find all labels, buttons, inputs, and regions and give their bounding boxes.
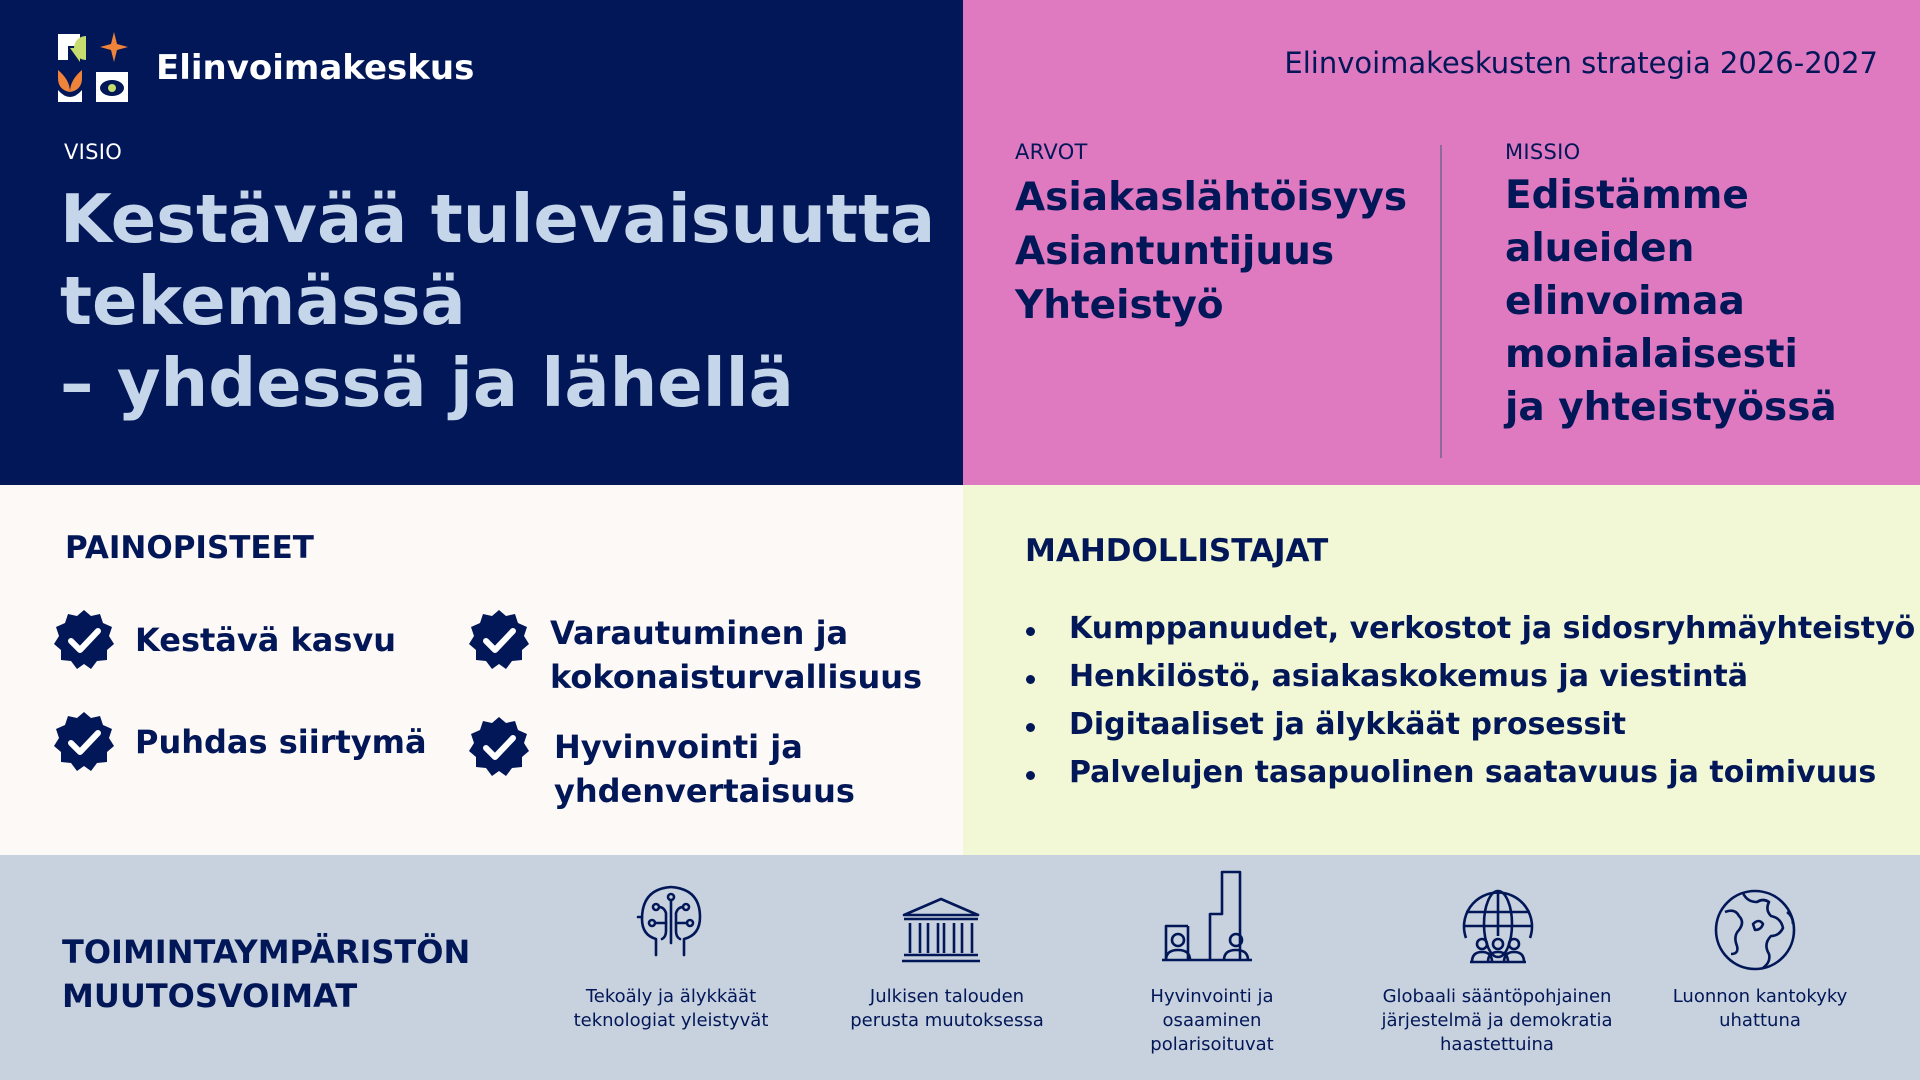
mission-line: Edistämme [1505, 173, 1749, 218]
force-caption-line: teknologiat yleistyvät [573, 1010, 769, 1031]
mission-line: monialaisesti [1505, 332, 1798, 377]
enabler-item: Henkilöstö, asiakaskokemus ja viestintä [1069, 659, 1749, 694]
value-item: Yhteistyö [1015, 283, 1224, 328]
public-building-icon [900, 897, 982, 963]
check-badge-icon [467, 608, 531, 672]
value-item: Asiantuntijuus [1015, 229, 1335, 274]
enablers-panel [963, 485, 1920, 855]
force-caption-line: perusta muutoksessa [850, 1010, 1044, 1031]
forces-title-line: TOIMINTAYMPÄRISTÖN [62, 933, 471, 971]
vision-line-2: tekemässä [60, 262, 466, 340]
check-badge-icon [52, 608, 116, 672]
earth-icon [1713, 888, 1797, 972]
force-caption-line: Globaali sääntöpohjainen [1382, 986, 1612, 1007]
values-mission-panel [963, 0, 1920, 485]
forces-title [62, 930, 470, 1018]
priority-item-label: Kestävä kasvu [135, 621, 397, 659]
priority-item-label: Varautuminen ja [550, 614, 849, 652]
check-badge-icon [467, 715, 531, 779]
people-bar-chart-icon [1160, 870, 1254, 962]
force-caption-line: Tekoäly ja älykkäät [585, 986, 757, 1007]
force-caption [1630, 985, 1890, 1033]
vision-line-3: – yhdessä ja lähellä [60, 344, 794, 422]
mission-line: ja yhteistyössä [1505, 385, 1837, 430]
force-caption-line: polarisoituvat [1150, 1034, 1274, 1055]
force-caption-line: osaaminen [1162, 1010, 1262, 1031]
force-caption-line: haastettuina [1440, 1034, 1554, 1055]
value-item: Asiakaslähtöisyys [1015, 175, 1408, 220]
forces-panel [0, 855, 1920, 1080]
elinvoimakeskus-logo-icon [56, 30, 130, 104]
vision-label: VISIO [64, 140, 123, 164]
vertical-divider [1440, 145, 1442, 458]
ai-brain-icon [636, 883, 706, 957]
brand-name: Elinvoimakeskus [156, 48, 475, 88]
force-caption-line: Julkisen talouden [869, 986, 1025, 1007]
enablers-title: MAHDOLLISTAJAT [1025, 533, 1329, 569]
bullet-point [1026, 627, 1035, 636]
globe-people-icon [1460, 888, 1536, 964]
bullet-point [1026, 675, 1035, 684]
strategy-title: Elinvoimakeskusten strategia 2026-2027 [1284, 46, 1878, 80]
priorities-panel [0, 485, 963, 855]
enabler-item: Palvelujen tasapuolinen saatavuus ja toimivuus [1069, 755, 1877, 790]
priority-item-label: Hyvinvointi ja [554, 728, 803, 766]
force-caption-line: järjestelmä ja demokratia [1381, 1010, 1613, 1031]
mission-line: alueiden [1505, 226, 1695, 271]
force-caption-line: Luonnon kantokyky [1672, 986, 1848, 1007]
force-caption [541, 985, 801, 1033]
priorities-title: PAINOPISTEET [65, 530, 314, 566]
force-caption [817, 985, 1077, 1033]
priority-item-label: Puhdas siirtymä [135, 723, 427, 761]
mission-line: elinvoimaa [1505, 279, 1745, 324]
values-label: ARVOT [1015, 140, 1088, 164]
force-caption [1367, 985, 1627, 1057]
bullet-point [1026, 771, 1035, 780]
enabler-item: Kumppanuudet, verkostot ja sidosryhmäyhteistyö [1069, 611, 1916, 646]
priority-item-label: yhdenvertaisuus [554, 772, 855, 810]
force-caption [1082, 985, 1342, 1057]
force-caption-line: Hyvinvointi ja [1150, 986, 1274, 1007]
check-badge-icon [52, 710, 116, 774]
force-caption-line: uhattuna [1719, 1010, 1801, 1031]
bullet-point [1026, 723, 1035, 732]
mission-label: MISSIO [1505, 140, 1581, 164]
enabler-item: Digitaaliset ja älykkäät prosessit [1069, 707, 1626, 742]
vision-panel [0, 0, 963, 485]
vision-line-1: Kestävää tulevaisuutta [60, 180, 936, 258]
priority-item-label: kokonaisturvallisuus [550, 658, 923, 696]
forces-title-line: MUUTOSVOIMAT [62, 977, 358, 1015]
